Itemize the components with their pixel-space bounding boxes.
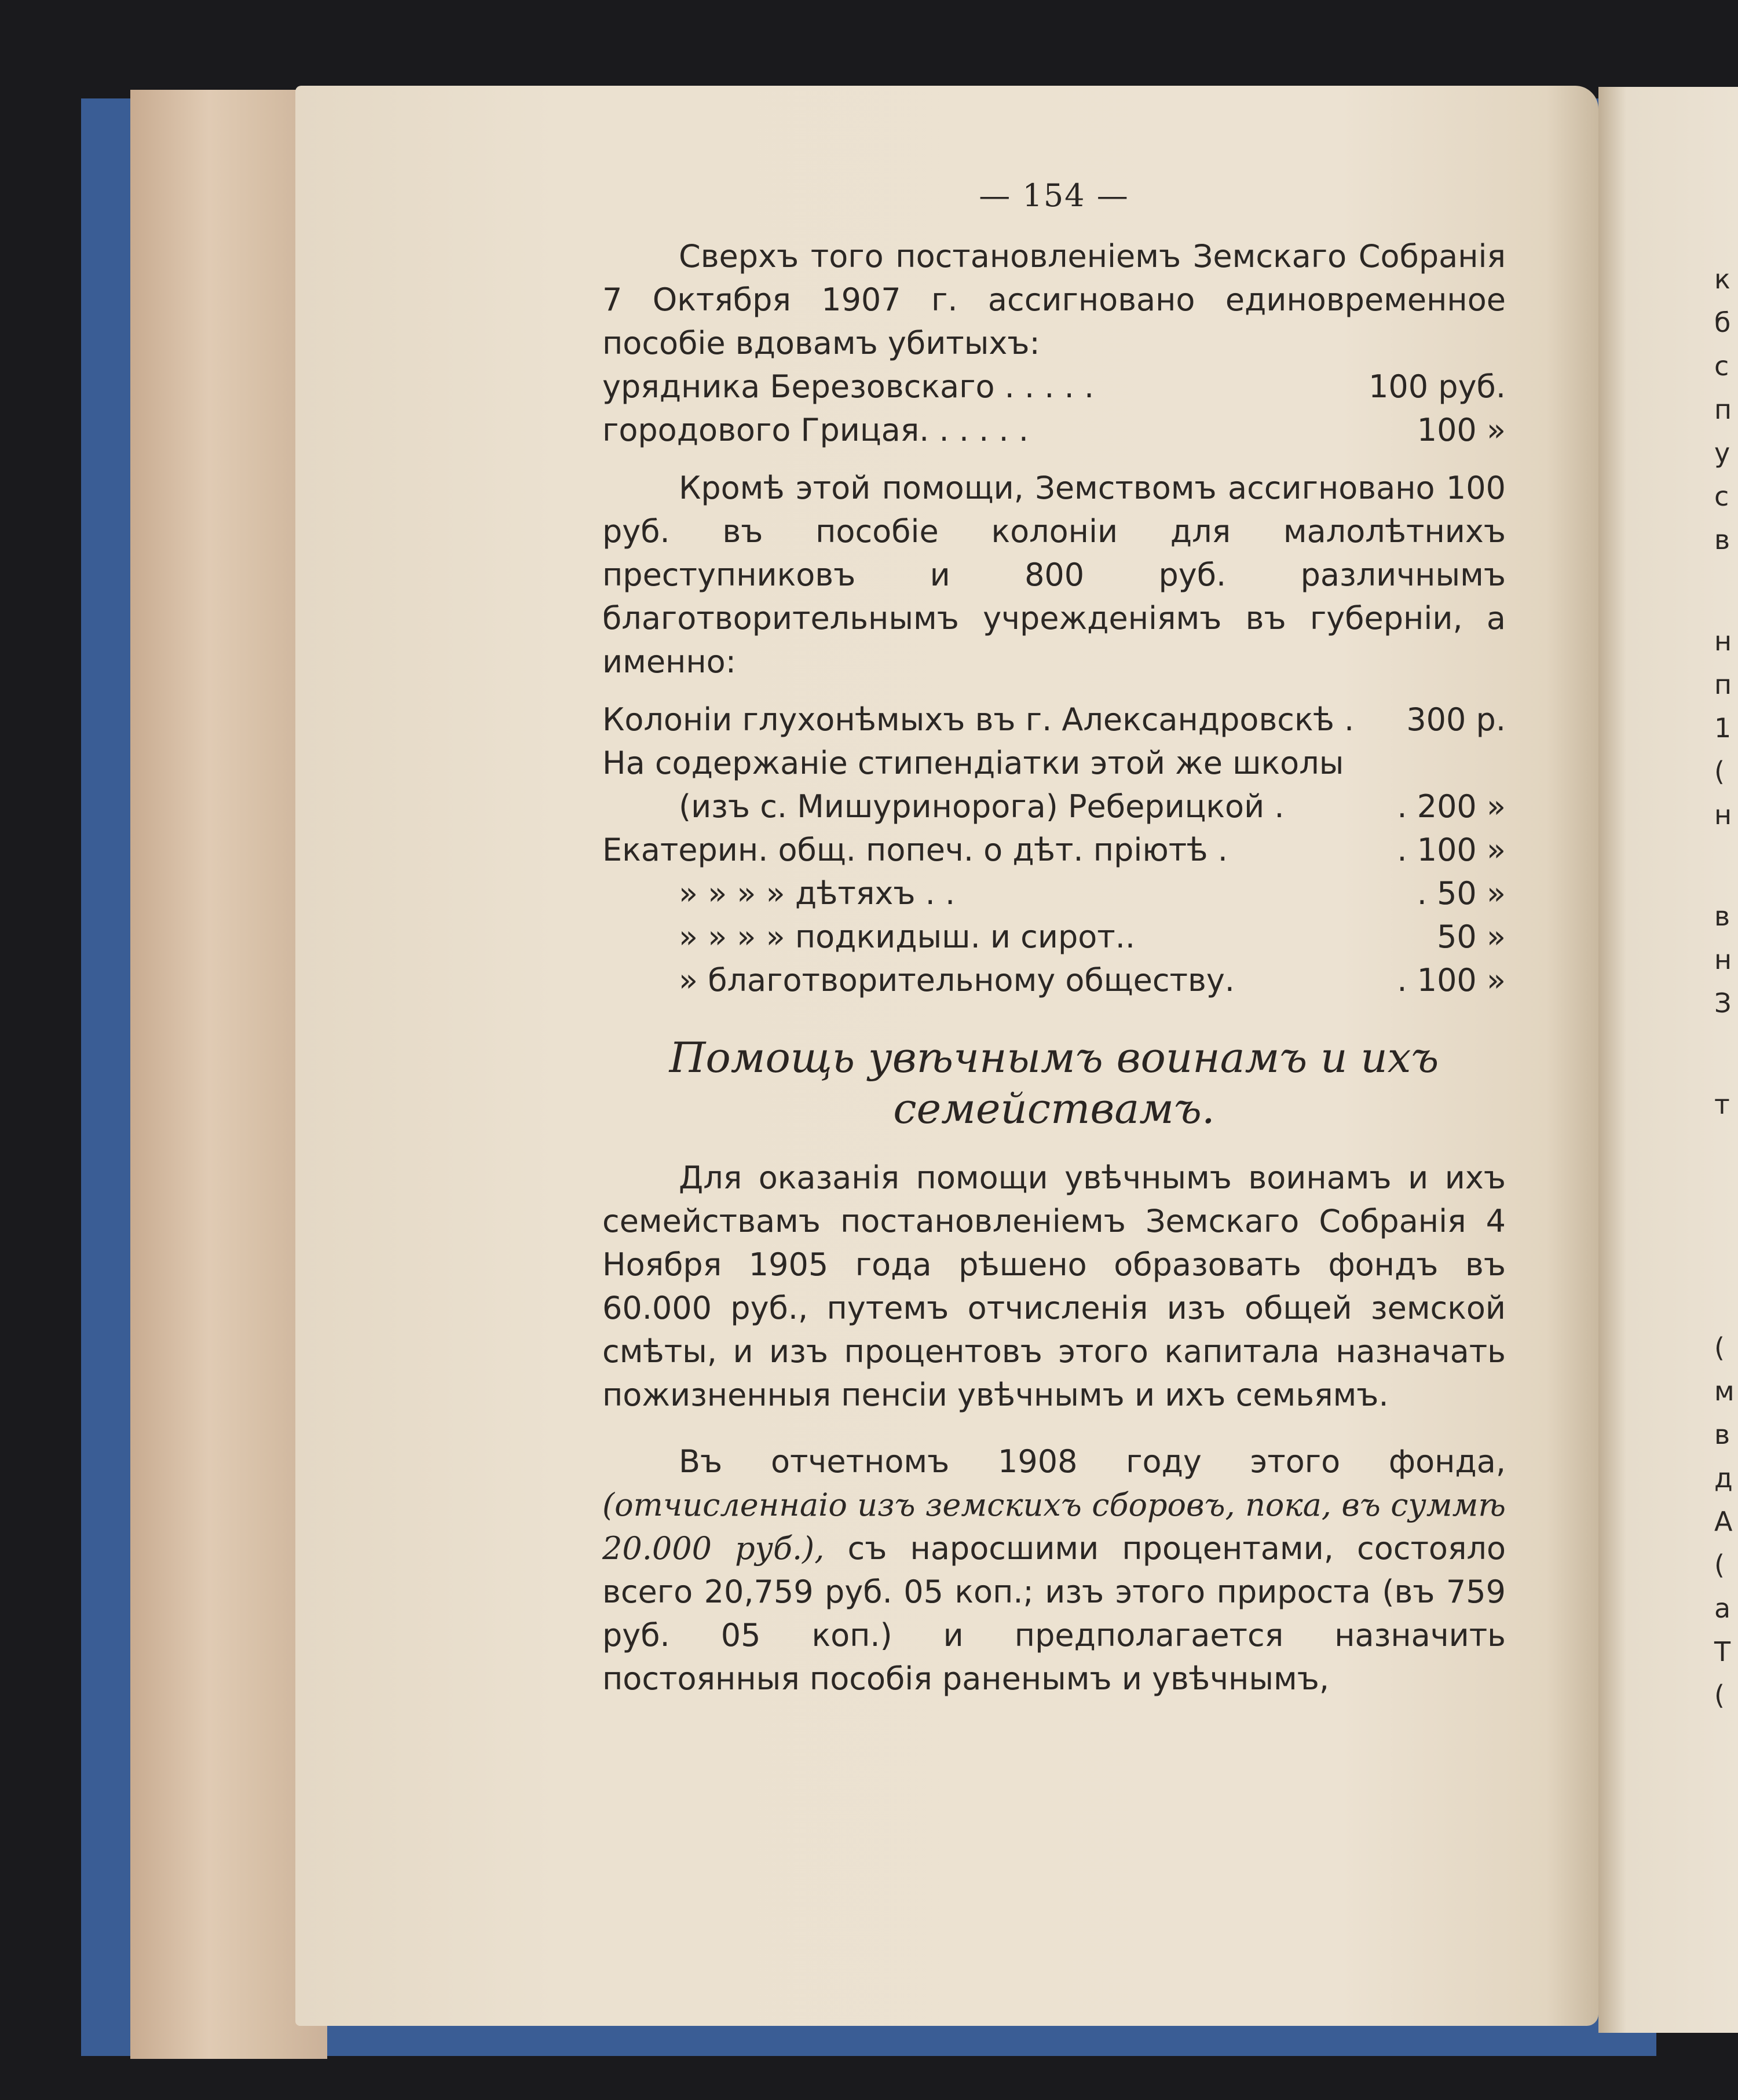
- right-page-fragment: н: [1714, 799, 1732, 831]
- list-item-label: городового Грицая. . . . . .: [602, 412, 1029, 448]
- list-item-label: » » » » подкидыш. и сирот..: [679, 919, 1136, 955]
- list-item: [602, 872, 1506, 915]
- section-heading-line: Помощь увѣчнымъ воинамъ и ихъ: [669, 1033, 1439, 1082]
- right-page-fragment: п: [1714, 669, 1732, 700]
- right-page-fragment: 1: [1714, 712, 1732, 744]
- paragraph-4-italic: (отчисленнаіо изъ земскихъ сборовъ, пока, въ суммѣ 20.000 руб.),: [602, 1487, 1506, 1567]
- list-item-label: » » » » дѣтяхъ . .: [679, 875, 956, 912]
- right-page-fragment: а: [1714, 1593, 1731, 1624]
- paragraph-2: Кромѣ этой помощи, Земствомъ ассигновано 100 руб. въ пособіе колоніи для малолѣтнихъ преступниковъ и 800 руб. различнымъ благотворительнымъ учрежденіямъ въ губерніи, а именно:: [602, 470, 1506, 680]
- right-page-fragment: Т: [1714, 1636, 1731, 1667]
- section-heading: [602, 1032, 1506, 1134]
- paragraph-4: [602, 1440, 1506, 1700]
- paragraph-3: Для оказанія помощи увѣчнымъ воинамъ и ихъ семействамъ постановленіемъ Земскаго Собранія 4 Ноября 1905 года рѣшено образовать фондъ въ 60.000 руб., путемъ отчисленія изъ общей земской смѣты, и изъ процентовъ этого капитала назначать пожизненныя пенсіи увѣчнымъ и ихъ семьямъ.: [602, 1159, 1506, 1413]
- list-item: [602, 828, 1506, 872]
- right-page-fragment: у: [1714, 437, 1730, 469]
- list-item: [602, 741, 1506, 785]
- list-item: [602, 785, 1506, 828]
- right-page-fragment: б: [1714, 307, 1731, 338]
- right-page-fragment: с: [1714, 481, 1729, 512]
- right-page-fragment: т: [1714, 1089, 1730, 1120]
- list-item-label: Колоніи глухонѣмыхъ въ г. Александровскѣ .: [602, 701, 1355, 738]
- right-page-fragment: (: [1714, 1680, 1725, 1711]
- right-page-fragment: м: [1714, 1375, 1735, 1407]
- page-text: [602, 174, 1506, 1700]
- list-item-amount: . 100 »: [1397, 832, 1506, 868]
- right-page-fragment: З: [1714, 987, 1732, 1019]
- widows-list: [602, 365, 1506, 452]
- list-item-amount: 100 »: [1417, 412, 1506, 448]
- list-item-label: (изъ с. Мишуринорога) Реберицкой .: [679, 788, 1285, 825]
- list-item-label: Екатерин. общ. попеч. о дѣт. пріютѣ .: [602, 832, 1228, 868]
- right-page-fragment: (: [1714, 756, 1725, 787]
- right-page-fragment: с: [1714, 350, 1729, 382]
- list-item: [602, 408, 1506, 452]
- list-item-label: » благотворительному обществу.: [679, 962, 1235, 998]
- right-page-fragment: н: [1714, 944, 1732, 975]
- list-item-amount: 300 р.: [1406, 701, 1506, 738]
- list-item-amount: . 100 »: [1397, 962, 1506, 998]
- paragraph-4-end: съ наросшими процентами, состояло всего 20,759 руб. 05 коп.; изъ этого прироста (въ 759 руб. 05 коп.) и предполагается назначить постоянныя пособія раненымъ и увѣчнымъ,: [602, 1530, 1506, 1697]
- list-item-amount: [1361, 741, 1506, 785]
- right-page-fragment: (: [1714, 1549, 1725, 1581]
- section-heading-line: семействамъ.: [893, 1084, 1215, 1133]
- list-item-amount: 100 руб.: [1369, 368, 1506, 405]
- page-number: — 154 —: [979, 177, 1129, 214]
- list-item-label: На содержаніе стипендіатки этой же школы: [602, 745, 1344, 781]
- list-item: [602, 365, 1506, 408]
- right-page-fragment: в: [1714, 901, 1730, 932]
- right-page-fragment: в: [1714, 1419, 1730, 1450]
- list-item-label: урядника Березовскаго . . . . .: [602, 368, 1095, 405]
- institutions-list: [602, 698, 1506, 1002]
- list-item: [602, 915, 1506, 958]
- right-page-fragment: (: [1714, 1332, 1725, 1363]
- right-page-fragment: д: [1714, 1462, 1733, 1494]
- paragraph-4-start: Въ отчетномъ 1908 году этого фонда,: [679, 1443, 1506, 1480]
- right-page-fragment: к: [1714, 264, 1730, 295]
- list-item-amount: 50 »: [1437, 919, 1506, 955]
- list-item-amount: . 200 »: [1397, 788, 1506, 825]
- list-item-amount: . 50 »: [1417, 875, 1506, 912]
- right-page-fragment: А: [1714, 1506, 1733, 1537]
- list-item: [602, 698, 1506, 741]
- right-page-fragment: п: [1714, 394, 1732, 425]
- paragraph-1: Сверхъ того постановленіемъ Земскаго Собранія 7 Октября 1907 г. ассигновано единовременное пособіе вдовамъ убитыхъ:: [602, 238, 1506, 361]
- list-item: [602, 958, 1506, 1002]
- right-page-fragment: н: [1714, 625, 1732, 657]
- right-page-fragment: в: [1714, 524, 1730, 555]
